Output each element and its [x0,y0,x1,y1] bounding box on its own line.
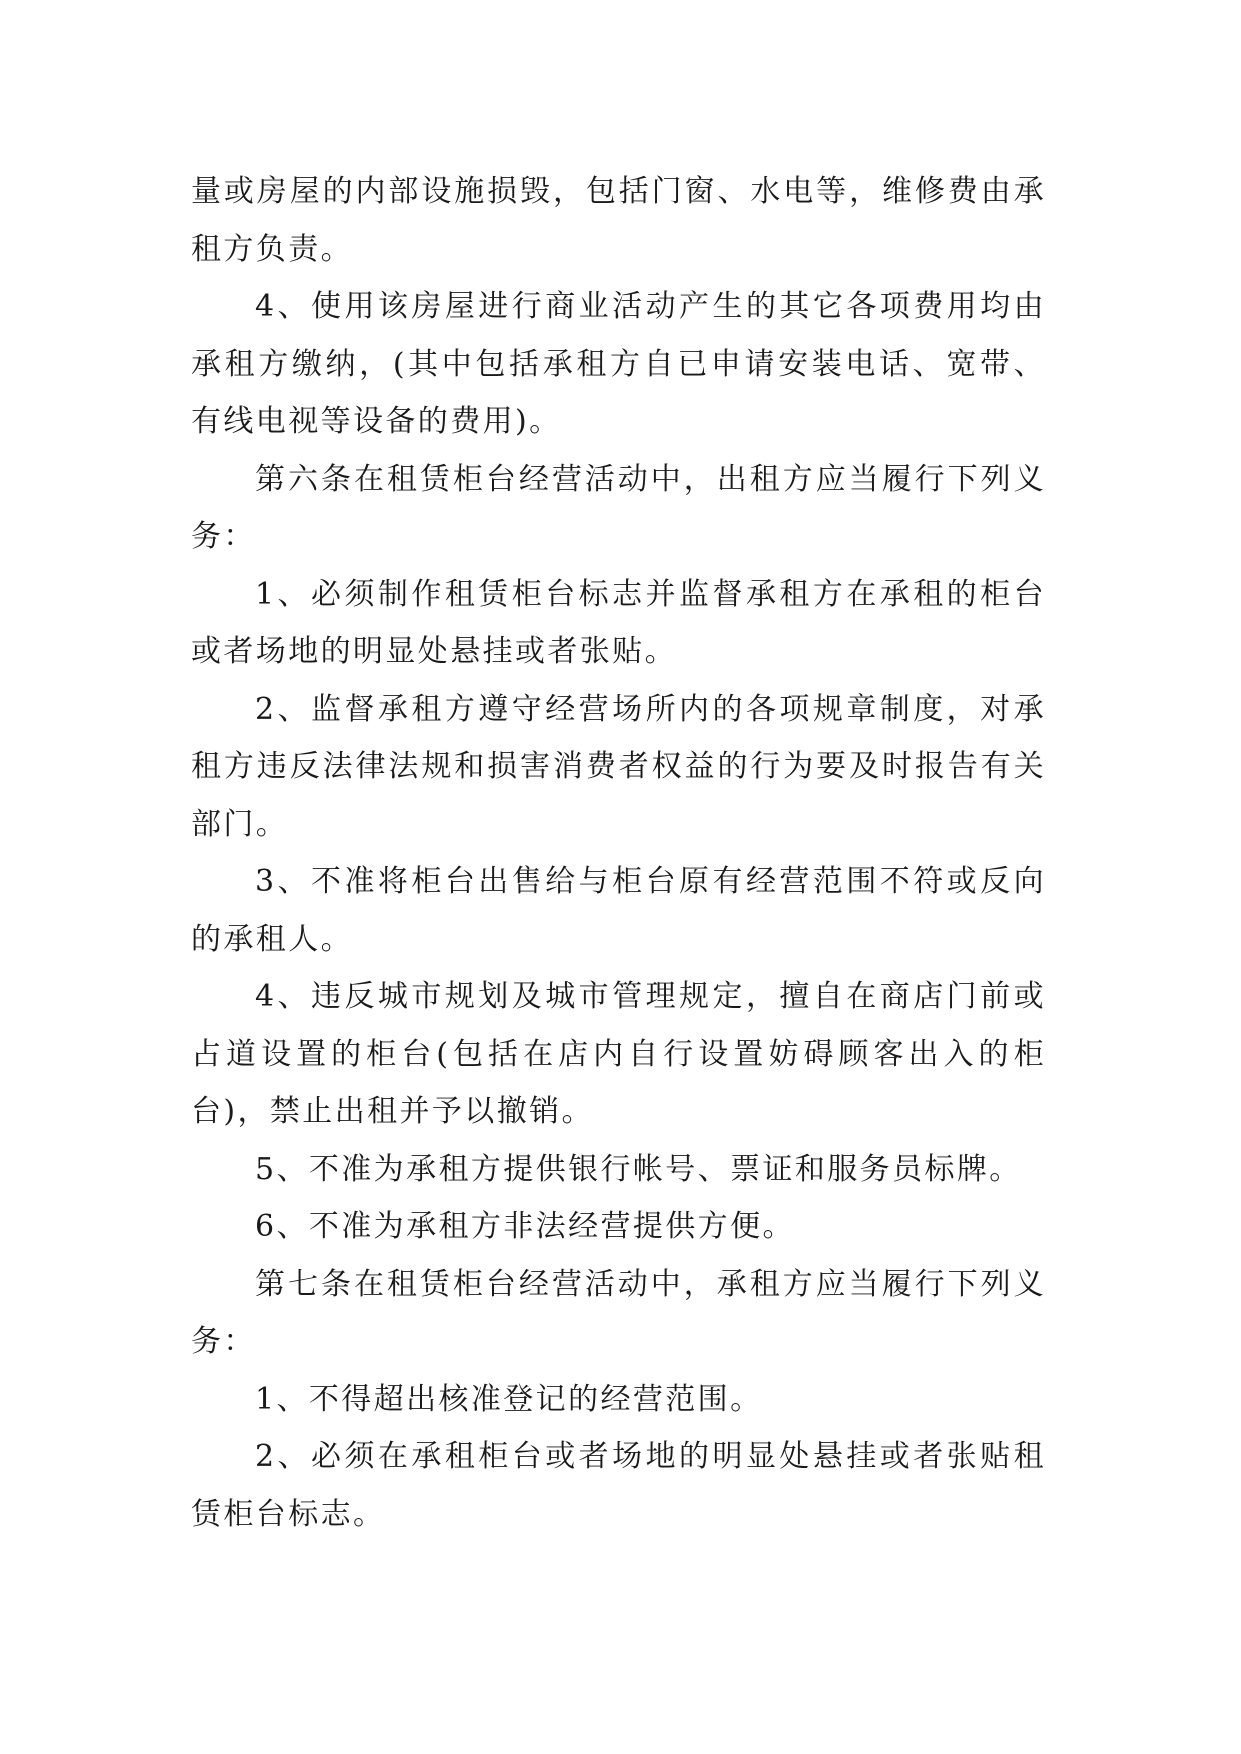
paragraph-article-6-item-2: 2、监督承租方遵守经营场所内的各项规章制度，对承租方违反法律法规和损害消费者权益的行为要及时报告有关部门。 [191,691,1046,842]
paragraph-article-6-item-4: 4、违反城市规划及城市管理规定，擅自在商店门前或占道设置的柜台(包括在店内自行设置妨碍顾客出入的柜台)，禁止出租并予以撤销。 [191,979,1046,1129]
paragraph-article-7: 第七条在租赁柜台经营活动中，承租方应当履行下列义务： [191,1266,1046,1359]
paragraph-clause-4-fees: 4、使用该房屋进行商业活动产生的其它各项费用均由承租方缴纳，(其中包括承租方自已申请安装电话、宽带、有线电视等设备的费用)。 [191,289,1046,439]
paragraph-article-6-item-1: 1、必须制作租赁柜台标志并监督承租方在承租的柜台或者场地的明显处悬挂或者张贴。 [191,576,1046,669]
paragraph-article-6-item-5: 5、不准为承租方提供银行帐号、票证和服务员标牌。 [255,1151,1022,1187]
paragraph-article-6-item-6: 6、不准为承租方非法经营提供方便。 [255,1209,795,1244]
document-page [191,163,1046,1543]
paragraph-article-6-item-3: 3、不准将柜台出售给与柜台原有经营范围不符或反向的承租人。 [191,864,1046,957]
paragraph-article-7-item-2: 2、必须在承租柜台或者场地的明显处悬挂或者张贴租赁柜台标志。 [191,1439,1046,1532]
paragraph-article-7-item-1: 1、不得超出核准登记的经营范围。 [255,1381,763,1417]
paragraph-article-6: 第六条在租赁柜台经营活动中，出租方应当履行下列义务： [191,461,1046,554]
paragraph-continuation: 量或房屋的内部设施损毁，包括门窗、水电等，维修费由承租方负责。 [191,174,1046,267]
